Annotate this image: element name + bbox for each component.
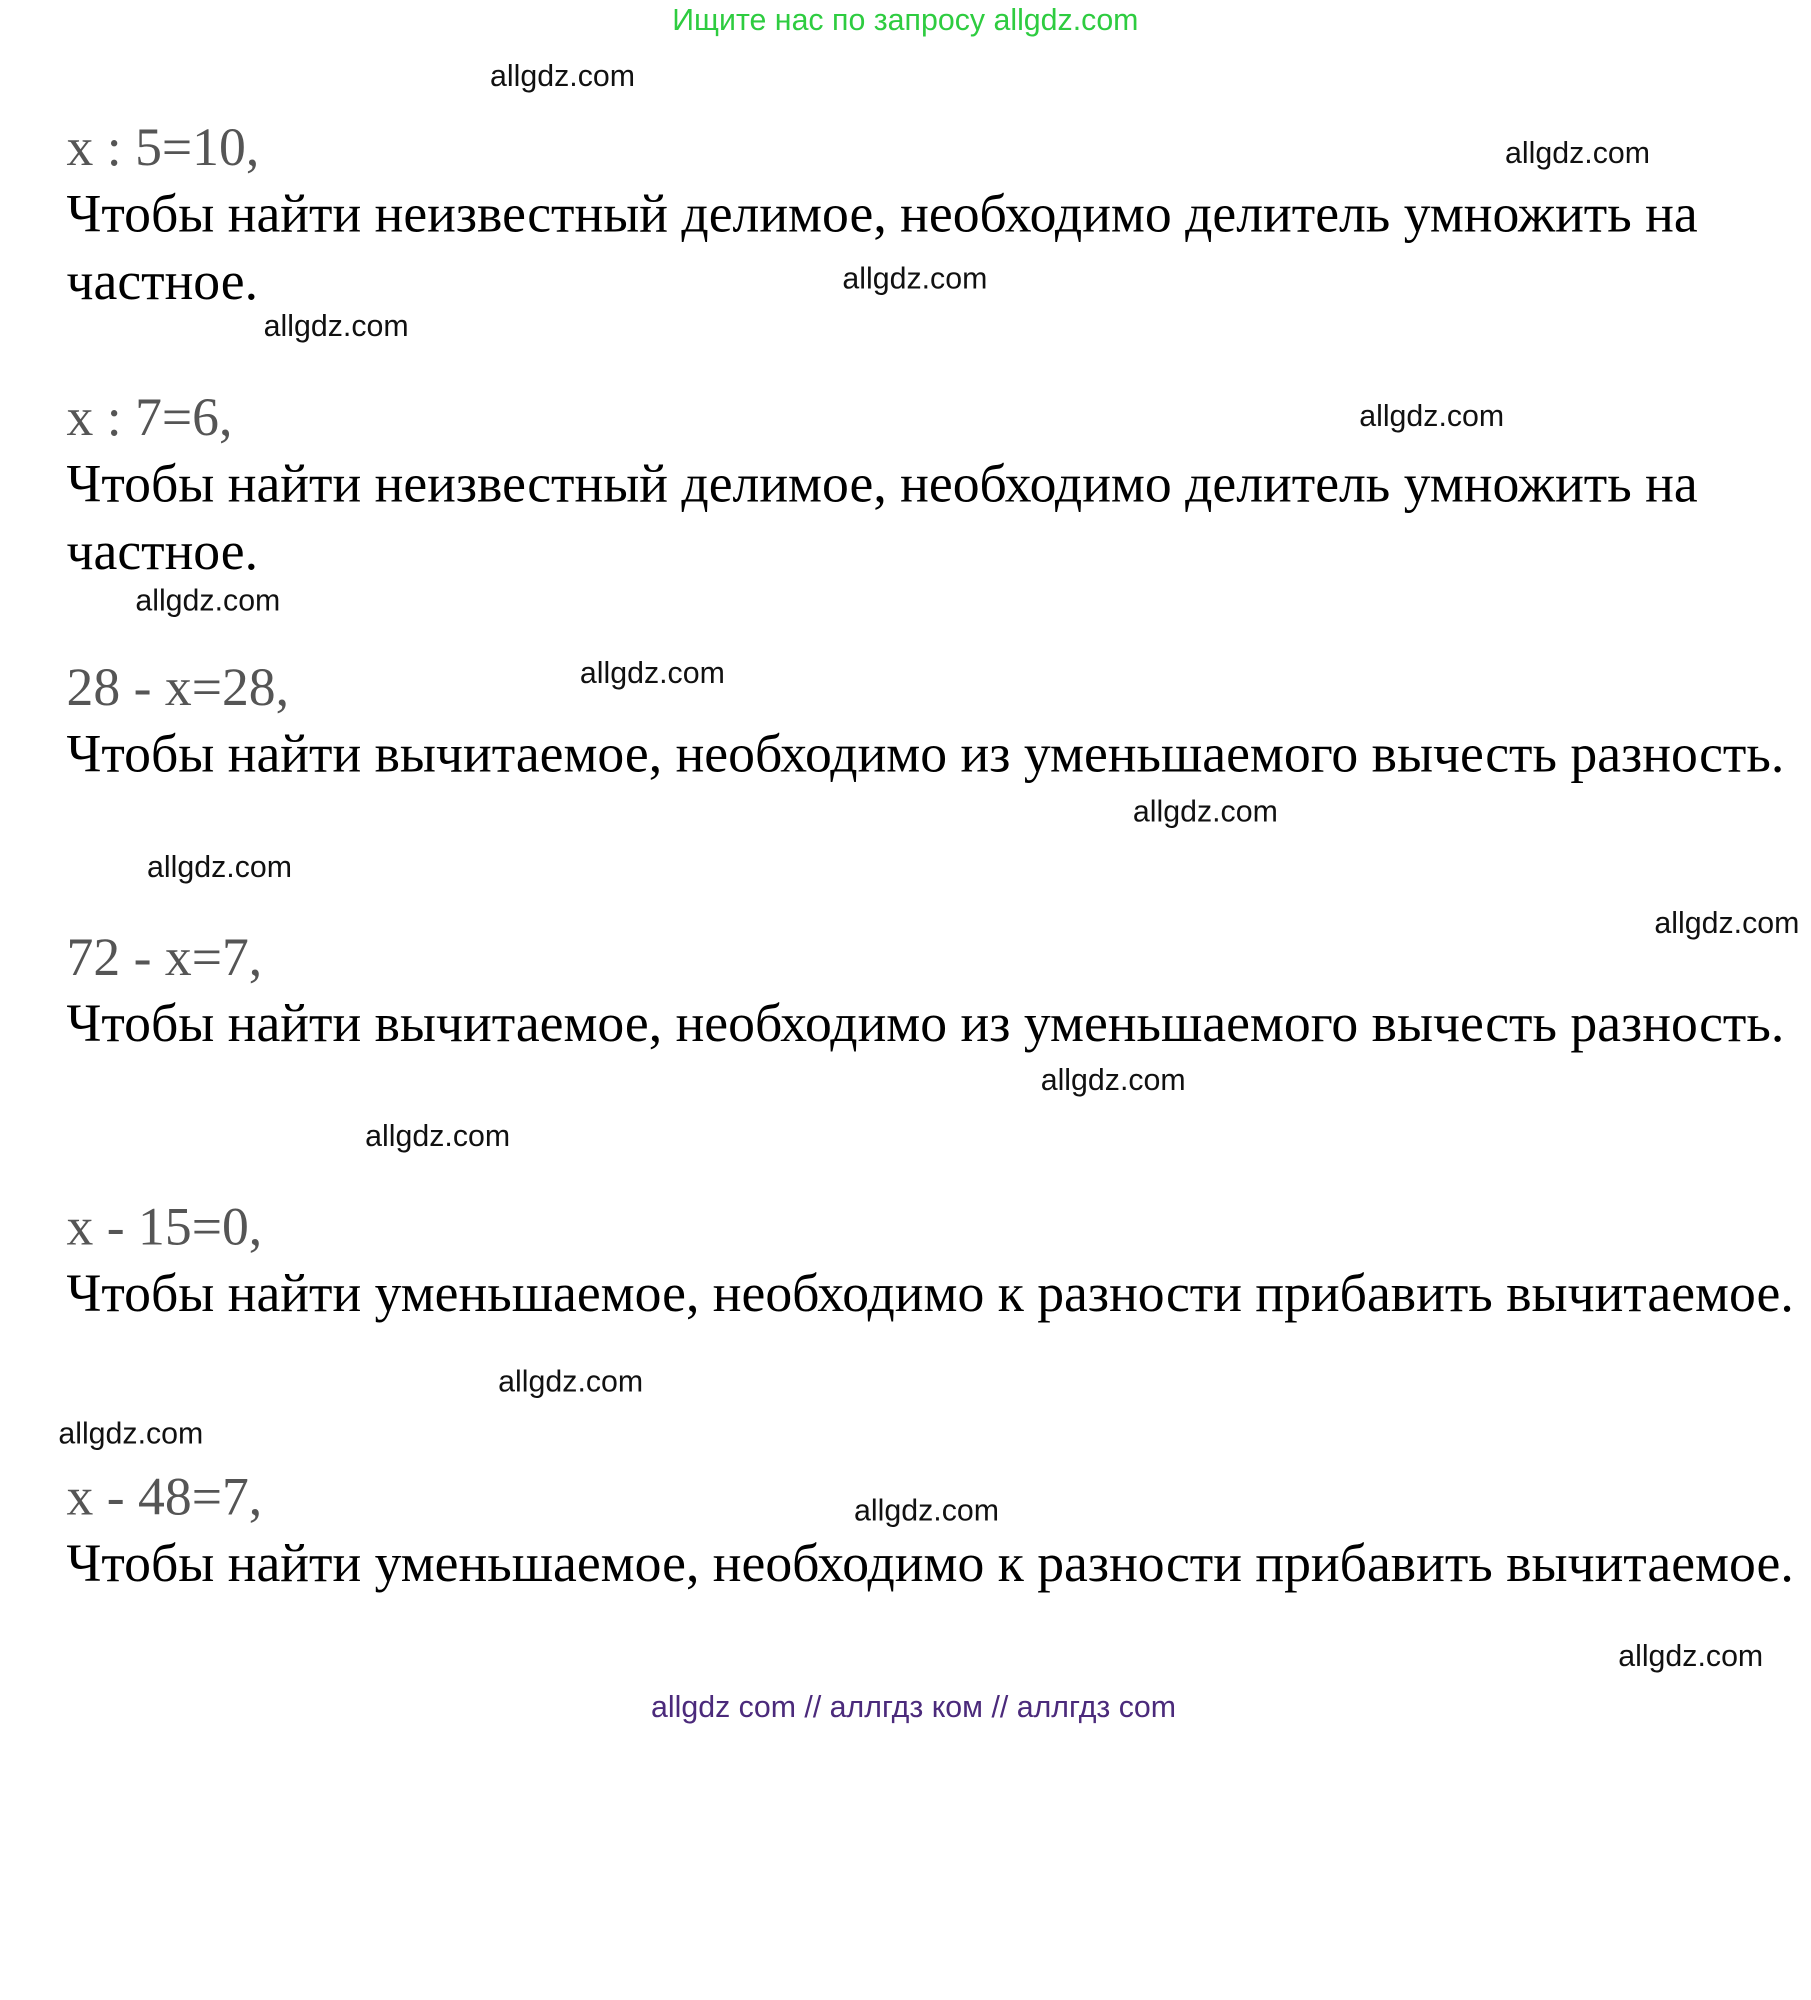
watermark: allgdz.com (1359, 397, 1505, 433)
watermark: allgdz.com (58, 1415, 204, 1451)
site-footer: allgdz com // аллгдз ком // аллгдз com (650, 1689, 1177, 1725)
equation-4: 72 - x=7, (66, 927, 263, 987)
watermark: allgdz.com (365, 1117, 511, 1153)
watermark: allgdz.com (1505, 134, 1651, 170)
watermark: allgdz.com (842, 260, 988, 296)
site-banner: Ищите нас по запросу allgdz.com (672, 2, 1139, 38)
watermark: allgdz.com (135, 582, 281, 618)
watermark: allgdz.com (147, 849, 293, 885)
rule-5: Чтобы найти уменьшаемое, необходимо к разности прибавить вычитаемое. (66, 1263, 1794, 1323)
equation-2: x : 7=6, (66, 387, 233, 447)
watermark: allgdz.com (1654, 905, 1800, 940)
watermark: allgdz.com (1132, 793, 1278, 829)
equation-1: x : 5=10, (66, 117, 260, 177)
rule-2: Чтобы найти неизвестный делимое, необходимо делитель умножить на частное. (66, 453, 1698, 581)
watermark: allgdz.com (498, 1363, 644, 1399)
rule-6: Чтобы найти уменьшаемое, необходимо к разности прибавить вычитаемое. (66, 1533, 1794, 1593)
watermark: allgdz.com (263, 308, 409, 344)
equation-3: 28 - x=28, (66, 657, 290, 717)
watermark: allgdz.com (1040, 1062, 1186, 1097)
watermark: allgdz.com (854, 1492, 1000, 1528)
rule-1: Чтобы найти неизвестный делимое, необходимо делитель умножить на частное. (66, 183, 1698, 311)
equation-5: x - 15=0, (66, 1197, 263, 1257)
rule-3: Чтобы найти вычитаемое, необходимо из уменьшаемого вычесть разность. (66, 723, 1785, 783)
rule-4: Чтобы найти вычитаемое, необходимо из уменьшаемого вычесть разность. (66, 993, 1785, 1053)
watermark: allgdz.com (579, 654, 725, 690)
watermark: allgdz.com (1618, 1637, 1764, 1673)
equation-6: x - 48=7, (66, 1466, 263, 1527)
watermark: allgdz.com (490, 58, 636, 94)
